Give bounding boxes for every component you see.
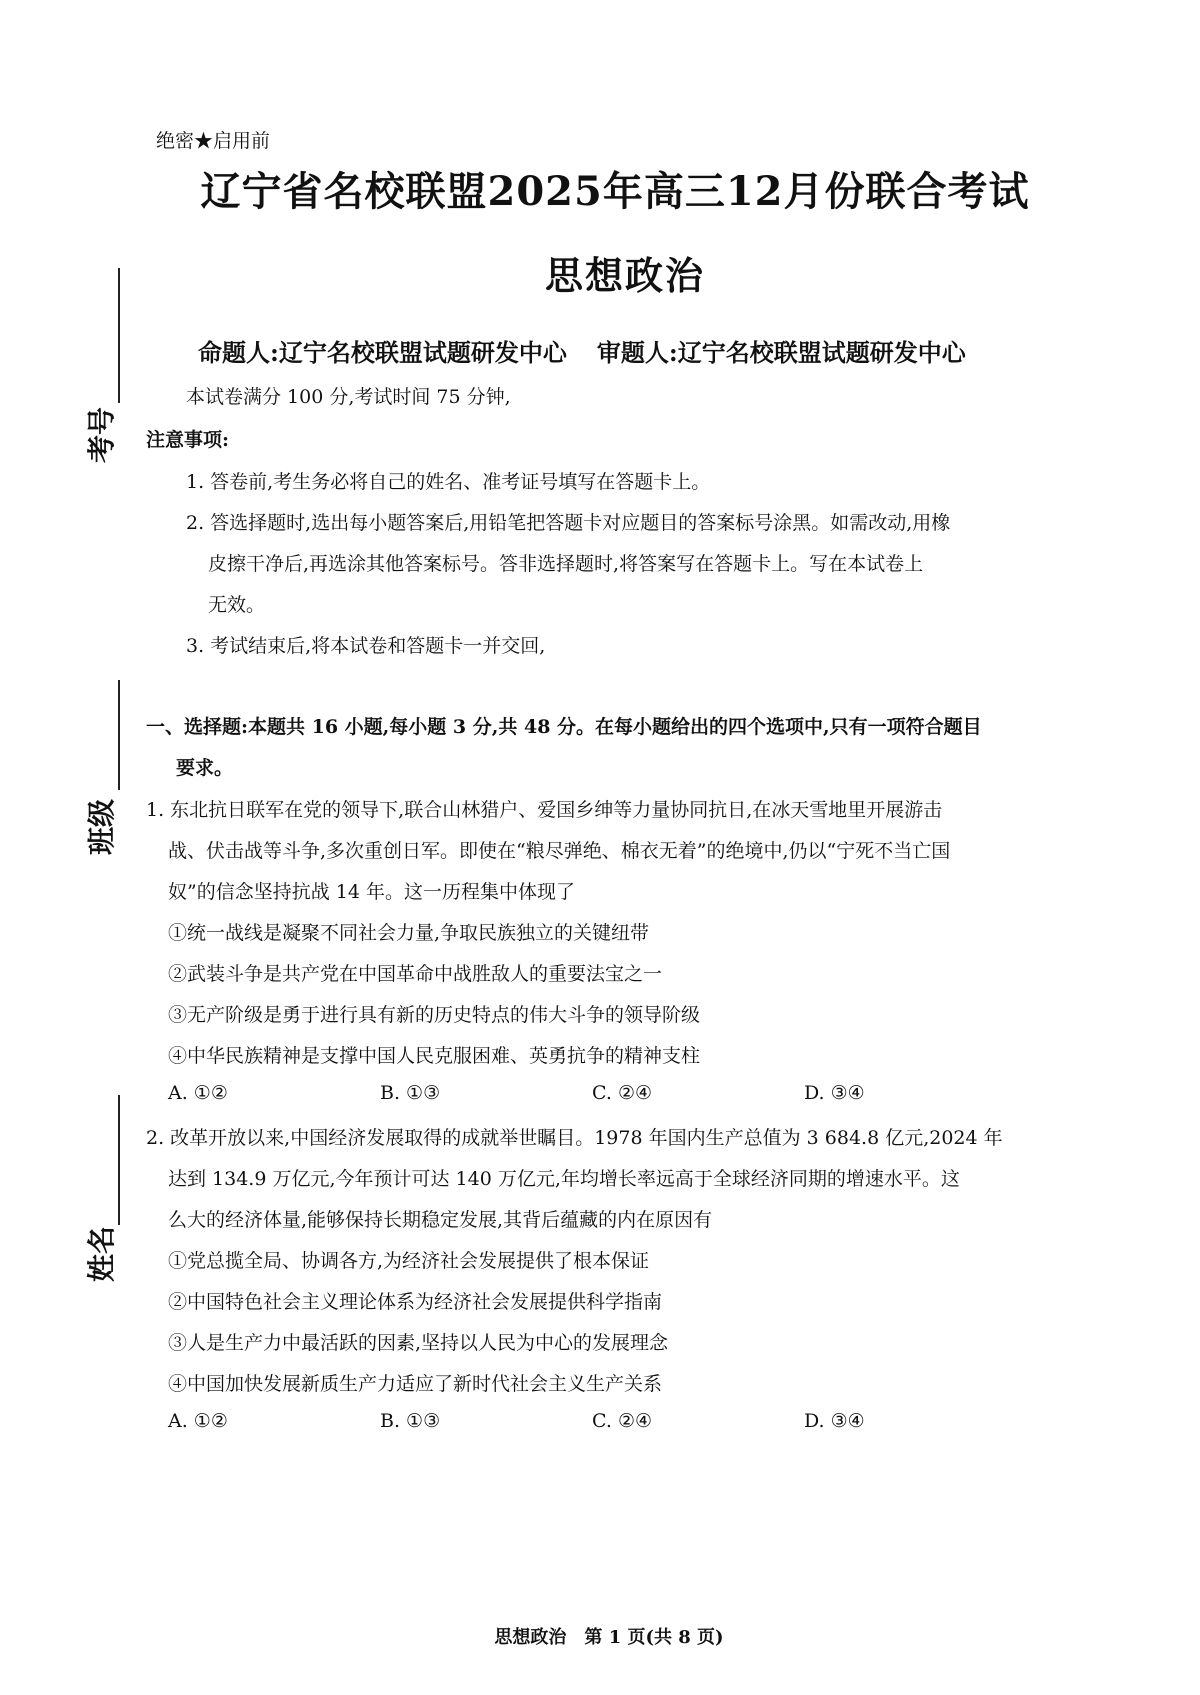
q2-statement-4: ④中国加快发展新质生产力适应了新时代社会主义生产关系 [168,1373,663,1395]
note-3: 3. 考试结束后,将本试卷和答题卡一并交回, [186,635,546,657]
q1-statement-3: ③无产阶级是勇于进行具有新的历史特点的伟大斗争的领导阶级 [168,1004,701,1026]
q2-stem-line-2: 达到 134.9 万亿元,今年预计可达 140 万亿元,年均增长率远高于全球经济同期的增速水平。这 [168,1168,960,1190]
notes-title: 注意事项: [146,429,230,451]
q2-option-d[interactable]: D. ③④ [804,1410,865,1432]
q2-stem-line-3: 么大的经济体量,能够保持长期稳定发展,其背后蕴藏的内在原因有 [168,1209,713,1231]
q1-statement-2: ②武装斗争是共产党在中国革命中战胜敌人的重要法宝之一 [168,963,663,985]
class-label: 班级 [85,798,118,855]
exam-title: 辽宁省名校联盟2025年高三12月份联合考试 [200,168,1030,215]
question-setter: 命题人:辽宁名校联盟试题研发中心 [198,338,567,367]
name-field-line[interactable] [118,1095,120,1225]
q1-statement-4: ④中华民族精神是支撑中国人民克服困难、英勇抗争的精神支柱 [168,1045,701,1067]
q2-option-b[interactable]: B. ①③ [380,1410,441,1432]
q1-option-d[interactable]: D. ③④ [804,1082,865,1104]
q2-option-c[interactable]: C. ②④ [592,1410,653,1432]
q1-option-c[interactable]: C. ②④ [592,1082,653,1104]
q1-option-a[interactable]: A. ①② [168,1082,228,1104]
class-field-line[interactable] [118,680,120,790]
q1-stem-line-2: 战、伏击战等斗争,多次重创日军。即使在“粮尽弹绝、棉衣无着”的绝境中,仍以“宁死不当亡国 [168,840,951,862]
confidential-mark: 绝密★启用前 [156,130,271,152]
exam-no-field-line[interactable] [118,268,120,403]
name-label: 姓名 [85,1225,118,1282]
q2-statement-1: ①党总揽全局、协调各方,为经济社会发展提供了根本保证 [168,1250,650,1272]
exam-no-label: 考号 [85,406,118,463]
score-time-info: 本试卷满分 100 分,考试时间 75 分钟, [186,386,511,408]
page-footer: 思想政治 第 1 页(共 8 页) [494,1627,724,1648]
q1-stem-line-1: 1. 东北抗日联军在党的领导下,联合山林猎户、爱国乡绅等力量协同抗日,在冰天雪地里开展游击 [146,799,943,821]
section-1-heading-cont: 要求。 [176,757,234,779]
q2-statement-2: ②中国特色社会主义理论体系为经济社会发展提供科学指南 [168,1291,663,1313]
note-2-line-3: 无效。 [208,594,266,616]
section-1-heading: 一、选择题:本题共 16 小题,每小题 3 分,共 48 分。在每小题给出的四个选项中,只有一项符合题目 [146,716,982,738]
note-2-line-1: 2. 答选择题时,选出每小题答案后,用铅笔把答题卡对应题目的答案标号涂黑。如需改动,用橡 [186,512,951,534]
q2-option-a[interactable]: A. ①② [168,1410,228,1432]
q1-option-b[interactable]: B. ①③ [380,1082,441,1104]
q1-stem-line-3: 奴”的信念坚持抗战 14 年。这一历程集中体现了 [168,881,575,903]
note-2-line-2: 皮擦干净后,再选涂其他答案标号。答非选择题时,将答案写在答题卡上。写在本试卷上 [208,553,924,575]
q2-stem-line-1: 2. 改革开放以来,中国经济发展取得的成就举世瞩目。1978 年国内生产总值为 3 684.8 亿元,2024 年 [146,1127,1003,1149]
note-1: 1. 答卷前,考生务必将自己的姓名、准考证号填写在答题卡上。 [186,471,711,493]
q2-statement-3: ③人是生产力中最活跃的因素,坚持以人民为中心的发展理念 [168,1332,669,1354]
q1-statement-1: ①统一战线是凝聚不同社会力量,争取民族独立的关键纽带 [168,922,650,944]
authors-line [198,333,966,368]
question-reviewer: 审题人:辽宁名校联盟试题研发中心 [596,338,966,367]
subject-title: 思想政治 [544,253,705,298]
